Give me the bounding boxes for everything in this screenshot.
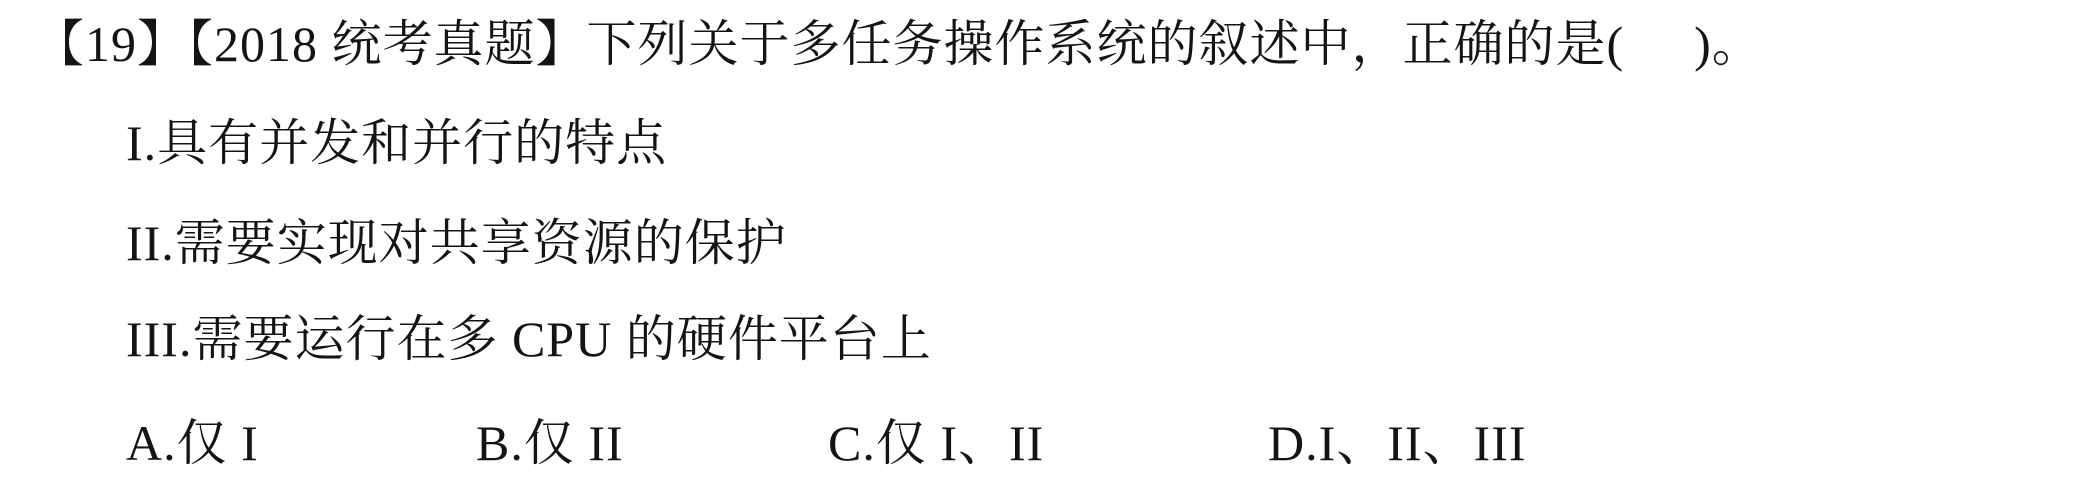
answer-options	[126, 413, 2026, 473]
statement-1: I.具有并发和并行的特点	[126, 115, 668, 171]
question-stem-end: )。	[1694, 16, 1763, 72]
option-d[interactable]: D.I、II、III	[1268, 415, 1527, 471]
statement-3: III.需要运行在多 CPU 的硬件平台上	[126, 311, 932, 367]
statement-2: II.需要实现对共享资源的保护	[126, 215, 787, 271]
option-b[interactable]: B.仅 II	[476, 415, 624, 471]
option-a[interactable]: A.仅 I	[126, 415, 259, 471]
question-stem-line	[34, 14, 1763, 74]
question-number: 【19】	[34, 16, 188, 72]
question-stem: 下列关于多任务操作系统的叙述中，正确的是(	[586, 16, 1625, 72]
option-c[interactable]: C.仅 I、II	[828, 415, 1045, 471]
question-source-tag: 【2018 统考真题】	[188, 16, 587, 72]
